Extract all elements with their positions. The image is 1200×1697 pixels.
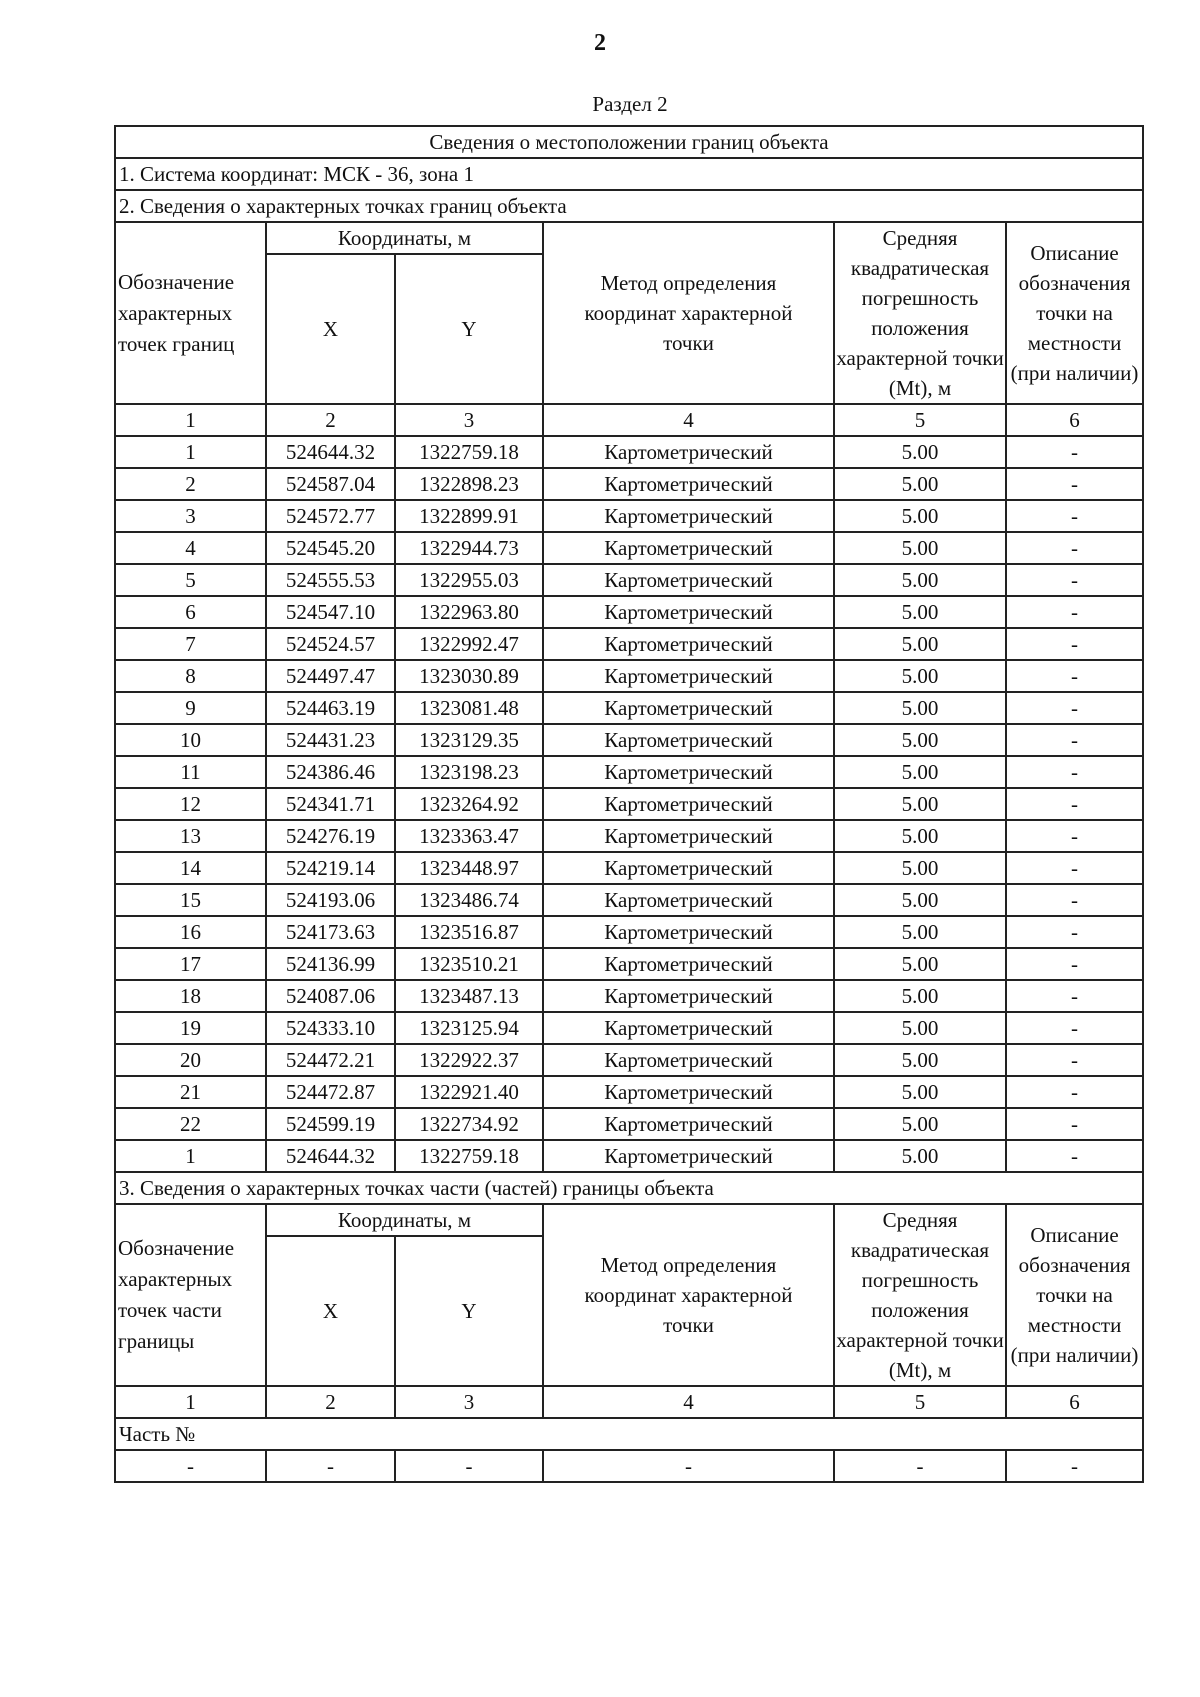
description: - bbox=[1006, 1012, 1143, 1044]
header-point-designation: Обозначение характерных точек границ bbox=[115, 222, 266, 404]
point-number: 16 bbox=[115, 916, 266, 948]
coord-system: 1. Система координат: МСК - 36, зона 1 bbox=[115, 158, 1143, 190]
coord-x: 524341.71 bbox=[266, 788, 395, 820]
description: - bbox=[1006, 660, 1143, 692]
point-number: 2 bbox=[115, 468, 266, 500]
method: Картометрический bbox=[543, 436, 834, 468]
coord-x: 524644.32 bbox=[266, 1140, 395, 1172]
header-y: Y bbox=[395, 1236, 543, 1386]
coord-y: 1323487.13 bbox=[395, 980, 543, 1012]
method: Картометрический bbox=[543, 564, 834, 596]
method: Картометрический bbox=[543, 660, 834, 692]
coord-x: 524173.63 bbox=[266, 916, 395, 948]
point-number: 1 bbox=[115, 436, 266, 468]
coord-x: 524136.99 bbox=[266, 948, 395, 980]
method: Картометрический bbox=[543, 788, 834, 820]
mean-error: 5.00 bbox=[834, 660, 1006, 692]
description: - bbox=[1006, 1450, 1143, 1482]
mean-error: 5.00 bbox=[834, 948, 1006, 980]
table-row bbox=[115, 660, 1143, 692]
coord-y: 1323448.97 bbox=[395, 852, 543, 884]
table-row bbox=[115, 948, 1143, 980]
table-row bbox=[115, 468, 1143, 500]
coord-x: 524524.57 bbox=[266, 628, 395, 660]
table-row bbox=[115, 1012, 1143, 1044]
point-number: 18 bbox=[115, 980, 266, 1012]
coord-x: 524472.87 bbox=[266, 1076, 395, 1108]
table-title: Сведения о местоположении границ объекта bbox=[115, 126, 1143, 158]
mean-error: 5.00 bbox=[834, 1140, 1006, 1172]
table-row bbox=[115, 788, 1143, 820]
col-number: 3 bbox=[395, 404, 543, 436]
method: Картометрический bbox=[543, 1108, 834, 1140]
point-number: 1 bbox=[115, 1140, 266, 1172]
table-row bbox=[115, 532, 1143, 564]
table-row bbox=[115, 884, 1143, 916]
coord-y: 1323198.23 bbox=[395, 756, 543, 788]
coord-y: 1323363.47 bbox=[395, 820, 543, 852]
method: Картометрический bbox=[543, 884, 834, 916]
coord-x: 524276.19 bbox=[266, 820, 395, 852]
mean-error: 5.00 bbox=[834, 1012, 1006, 1044]
header-part-point-designation: Обозначение характерных точек части границы bbox=[115, 1204, 266, 1386]
coord-x: 524463.19 bbox=[266, 692, 395, 724]
method: Картометрический bbox=[543, 980, 834, 1012]
table-row bbox=[115, 980, 1143, 1012]
col-number: 4 bbox=[543, 404, 834, 436]
coord-y: 1323510.21 bbox=[395, 948, 543, 980]
description: - bbox=[1006, 628, 1143, 660]
method: Картометрический bbox=[543, 692, 834, 724]
point-number: 4 bbox=[115, 532, 266, 564]
method: Картометрический bbox=[543, 1140, 834, 1172]
table-row bbox=[115, 852, 1143, 884]
coord-y: 1323030.89 bbox=[395, 660, 543, 692]
mean-error: 5.00 bbox=[834, 1108, 1006, 1140]
description: - bbox=[1006, 724, 1143, 756]
description: - bbox=[1006, 948, 1143, 980]
col-number: 2 bbox=[266, 404, 395, 436]
coord-y: 1322944.73 bbox=[395, 532, 543, 564]
description: - bbox=[1006, 884, 1143, 916]
mean-error: 5.00 bbox=[834, 532, 1006, 564]
description: - bbox=[1006, 500, 1143, 532]
method: Картометрический bbox=[543, 1076, 834, 1108]
coord-y: 1322955.03 bbox=[395, 564, 543, 596]
method: Картометрический bbox=[543, 532, 834, 564]
page-number: 2 bbox=[594, 30, 606, 56]
header-method: Метод определения координат характерной точки bbox=[543, 1204, 834, 1386]
header-y: Y bbox=[395, 254, 543, 404]
method: Картометрический bbox=[543, 596, 834, 628]
mean-error: 5.00 bbox=[834, 852, 1006, 884]
description: - bbox=[1006, 820, 1143, 852]
description: - bbox=[1006, 1076, 1143, 1108]
mean-error: 5.00 bbox=[834, 1076, 1006, 1108]
coord-x: 524497.47 bbox=[266, 660, 395, 692]
mean-error: - bbox=[834, 1450, 1006, 1482]
header-description: Описание обозначения точки на местности (при наличии) bbox=[1006, 222, 1143, 404]
coord-x: - bbox=[266, 1450, 395, 1482]
col-number: 5 bbox=[834, 404, 1006, 436]
description: - bbox=[1006, 564, 1143, 596]
point-number: 8 bbox=[115, 660, 266, 692]
coord-y: 1322899.91 bbox=[395, 500, 543, 532]
point-number: 9 bbox=[115, 692, 266, 724]
coord-y: 1322921.40 bbox=[395, 1076, 543, 1108]
description: - bbox=[1006, 916, 1143, 948]
method: Картометрический bbox=[543, 948, 834, 980]
coord-y: 1322734.92 bbox=[395, 1108, 543, 1140]
mean-error: 5.00 bbox=[834, 1044, 1006, 1076]
coord-x: 524644.32 bbox=[266, 436, 395, 468]
table-row bbox=[115, 436, 1143, 468]
mean-error: 5.00 bbox=[834, 884, 1006, 916]
coord-y: 1323129.35 bbox=[395, 724, 543, 756]
col-number: 2 bbox=[266, 1386, 395, 1418]
col-number: 6 bbox=[1006, 1386, 1143, 1418]
header-description: Описание обозначения точки на местности (при наличии) bbox=[1006, 1204, 1143, 1386]
coord-x: 524599.19 bbox=[266, 1108, 395, 1140]
mean-error: 5.00 bbox=[834, 468, 1006, 500]
section3-title: 3. Сведения о характерных точках части (частей) границы объекта bbox=[115, 1172, 1143, 1204]
description: - bbox=[1006, 756, 1143, 788]
coord-x: 524087.06 bbox=[266, 980, 395, 1012]
point-number: 3 bbox=[115, 500, 266, 532]
table-row bbox=[115, 596, 1143, 628]
coord-y: 1323264.92 bbox=[395, 788, 543, 820]
coord-x: 524555.53 bbox=[266, 564, 395, 596]
header-method: Метод определения координат характерной точки bbox=[543, 222, 834, 404]
method: Картометрический bbox=[543, 468, 834, 500]
point-number: 11 bbox=[115, 756, 266, 788]
mean-error: 5.00 bbox=[834, 436, 1006, 468]
mean-error: 5.00 bbox=[834, 916, 1006, 948]
table-row bbox=[115, 916, 1143, 948]
point-number: - bbox=[115, 1450, 266, 1482]
coord-y: 1323486.74 bbox=[395, 884, 543, 916]
coord-y: 1322759.18 bbox=[395, 1140, 543, 1172]
header-coordinates: Координаты, м bbox=[266, 222, 543, 254]
method: Картометрический bbox=[543, 1044, 834, 1076]
mean-error: 5.00 bbox=[834, 980, 1006, 1012]
point-number: 22 bbox=[115, 1108, 266, 1140]
mean-error: 5.00 bbox=[834, 820, 1006, 852]
coord-y: 1322963.80 bbox=[395, 596, 543, 628]
description: - bbox=[1006, 788, 1143, 820]
mean-error: 5.00 bbox=[834, 500, 1006, 532]
mean-error: 5.00 bbox=[834, 724, 1006, 756]
table-row bbox=[115, 628, 1143, 660]
section-title: Раздел 2 bbox=[592, 92, 668, 116]
table-row bbox=[115, 1076, 1143, 1108]
method: Картометрический bbox=[543, 852, 834, 884]
section2-title: 2. Сведения о характерных точках границ объекта bbox=[115, 190, 1143, 222]
col-number: 1 bbox=[115, 1386, 266, 1418]
coord-y: 1322922.37 bbox=[395, 1044, 543, 1076]
table-row bbox=[115, 756, 1143, 788]
table-row bbox=[115, 1108, 1143, 1140]
header-x: X bbox=[266, 1236, 395, 1386]
coord-x: 524333.10 bbox=[266, 1012, 395, 1044]
mean-error: 5.00 bbox=[834, 596, 1006, 628]
coord-y: - bbox=[395, 1450, 543, 1482]
description: - bbox=[1006, 532, 1143, 564]
description: - bbox=[1006, 1140, 1143, 1172]
mean-error: 5.00 bbox=[834, 756, 1006, 788]
description: - bbox=[1006, 692, 1143, 724]
method: Картометрический bbox=[543, 820, 834, 852]
point-number: 12 bbox=[115, 788, 266, 820]
description: - bbox=[1006, 1108, 1143, 1140]
coord-y: 1322759.18 bbox=[395, 436, 543, 468]
header-error: Средняя квадратическая погрешность положения характерной точки (Mt), м bbox=[834, 1204, 1006, 1386]
table-row bbox=[115, 1044, 1143, 1076]
col-number: 1 bbox=[115, 404, 266, 436]
mean-error: 5.00 bbox=[834, 692, 1006, 724]
table-row bbox=[115, 500, 1143, 532]
col-number: 5 bbox=[834, 1386, 1006, 1418]
description: - bbox=[1006, 1044, 1143, 1076]
method: Картометрический bbox=[543, 500, 834, 532]
coord-x: 524545.20 bbox=[266, 532, 395, 564]
coord-x: 524587.04 bbox=[266, 468, 395, 500]
description: - bbox=[1006, 596, 1143, 628]
coord-x: 524572.77 bbox=[266, 500, 395, 532]
coord-y: 1322992.47 bbox=[395, 628, 543, 660]
description: - bbox=[1006, 852, 1143, 884]
description: - bbox=[1006, 436, 1143, 468]
boundary-table bbox=[114, 125, 1144, 1483]
coord-x: 524386.46 bbox=[266, 756, 395, 788]
table-row bbox=[115, 820, 1143, 852]
point-number: 10 bbox=[115, 724, 266, 756]
coord-y: 1323081.48 bbox=[395, 692, 543, 724]
col-number: 6 bbox=[1006, 404, 1143, 436]
header-coordinates: Координаты, м bbox=[266, 1204, 543, 1236]
point-number: 19 bbox=[115, 1012, 266, 1044]
col-number: 4 bbox=[543, 1386, 834, 1418]
table-row bbox=[115, 564, 1143, 596]
method: - bbox=[543, 1450, 834, 1482]
coord-y: 1323125.94 bbox=[395, 1012, 543, 1044]
coord-x: 524219.14 bbox=[266, 852, 395, 884]
table-row bbox=[115, 1450, 1143, 1482]
header-x: X bbox=[266, 254, 395, 404]
col-number: 3 bbox=[395, 1386, 543, 1418]
point-number: 20 bbox=[115, 1044, 266, 1076]
coord-x: 524472.21 bbox=[266, 1044, 395, 1076]
mean-error: 5.00 bbox=[834, 788, 1006, 820]
point-number: 5 bbox=[115, 564, 266, 596]
part-label: Часть № bbox=[115, 1418, 1143, 1450]
method: Картометрический bbox=[543, 1012, 834, 1044]
method: Картометрический bbox=[543, 628, 834, 660]
description: - bbox=[1006, 468, 1143, 500]
table-row bbox=[115, 724, 1143, 756]
method: Картометрический bbox=[543, 756, 834, 788]
mean-error: 5.00 bbox=[834, 628, 1006, 660]
method: Картометрический bbox=[543, 916, 834, 948]
point-number: 13 bbox=[115, 820, 266, 852]
table-row bbox=[115, 692, 1143, 724]
mean-error: 5.00 bbox=[834, 564, 1006, 596]
point-number: 21 bbox=[115, 1076, 266, 1108]
header-error: Средняя квадратическая погрешность положения характерной точки (Mt), м bbox=[834, 222, 1006, 404]
point-number: 6 bbox=[115, 596, 266, 628]
table-row bbox=[115, 1140, 1143, 1172]
method: Картометрический bbox=[543, 724, 834, 756]
point-number: 14 bbox=[115, 852, 266, 884]
coord-x: 524431.23 bbox=[266, 724, 395, 756]
point-number: 17 bbox=[115, 948, 266, 980]
point-number: 7 bbox=[115, 628, 266, 660]
coord-x: 524193.06 bbox=[266, 884, 395, 916]
coord-y: 1323516.87 bbox=[395, 916, 543, 948]
coord-y: 1322898.23 bbox=[395, 468, 543, 500]
point-number: 15 bbox=[115, 884, 266, 916]
coord-x: 524547.10 bbox=[266, 596, 395, 628]
description: - bbox=[1006, 980, 1143, 1012]
